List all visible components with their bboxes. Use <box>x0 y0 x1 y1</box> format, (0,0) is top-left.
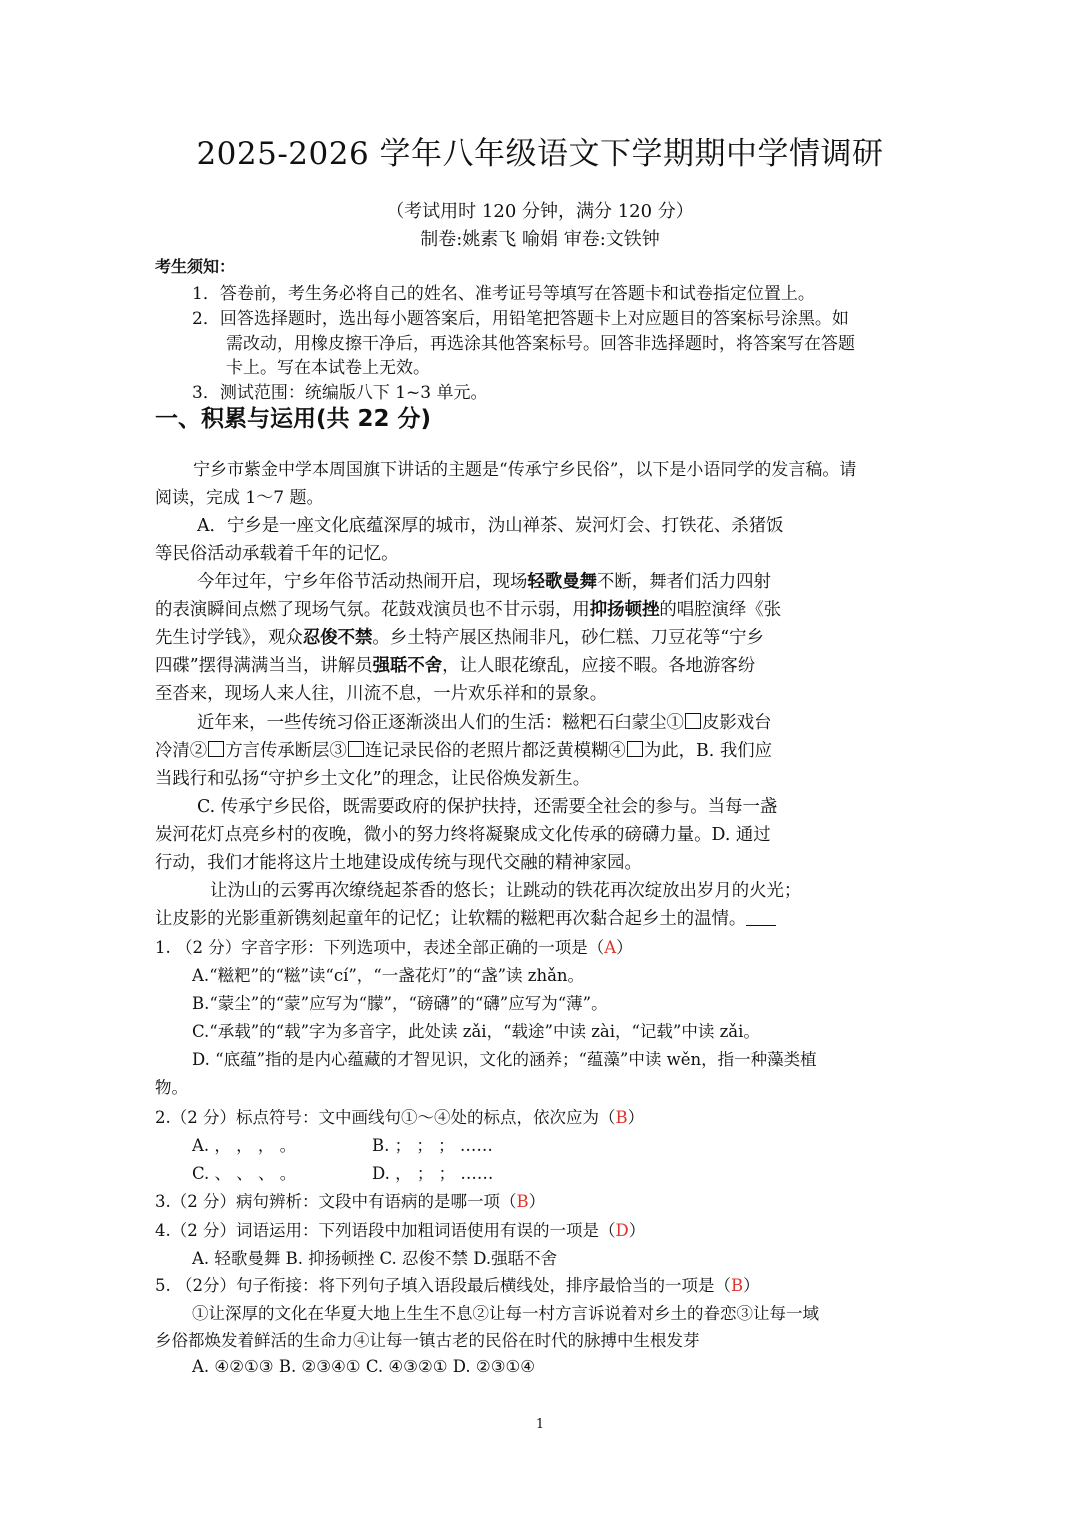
option-a: A.“糍粑”的“糍”读“cí”，“一盏花灯”的“盏”读 zhǎn。 <box>192 966 585 985</box>
question-5-sentences: ①让深厚的文化在华夏大地上生生不息②让每一村方言诉说着对乡土的眷恋③让每一域 <box>192 1304 819 1323</box>
question-5-sentences: 乡俗都焕发着鲜活的生命力④让每一镇古老的民俗在时代的脉搏中生根发芽 <box>155 1331 700 1350</box>
option-b: B. ； ； ； …… <box>372 1136 493 1155</box>
exam-info: （考试用时 120 分钟，满分 120 分） <box>386 201 694 222</box>
answer-mark: B <box>731 1276 744 1295</box>
passage-line: 等民俗活动承载着千年的记忆。 <box>155 544 399 564</box>
passage-line: 至沓来，现场人来人往，川流不息，一片欢乐祥和的景象。 <box>155 684 608 704</box>
question-1: 1. （2 分）字音字形：下列选项中，表述全部正确的一项是（A） <box>155 938 633 957</box>
passage-intro: 阅读，完成 1～7 题。 <box>155 488 324 508</box>
question-5: 5. （2分）句子衔接：将下列句子填入语段最后横线处，排序最恰当的一项是（B） <box>155 1276 760 1295</box>
answer-mark: A <box>604 938 617 957</box>
passage-line: 炭河花灯点亮乡村的夜晚，微小的努力终将凝聚成文化传承的磅礴力量。D. 通过 <box>155 825 771 845</box>
passage-line: 先生讨学钱》，观众忍俊不禁。乡土特产展区热闹非凡，砂仁糕、刀豆花等“宁乡 <box>155 628 764 648</box>
notice-item-2-cont: 需改动，用橡皮擦干净后，再选涂其他答案标号。回答非选择题时，将答案写在答题 <box>226 334 855 354</box>
punctuation-blank <box>348 741 364 757</box>
option-c: C. 、 、 、 。 <box>192 1164 297 1183</box>
passage-line: 行动，我们才能将这片土地建设成传统与现代交融的精神家园。 <box>155 853 642 873</box>
option-c: C.“承载”的“载”字为多音字，此处读 zǎi，“载途”中读 zài，“记载”中读 zǎi。 <box>192 1022 760 1041</box>
option-d: D. “底蕴”指的是内心蕴藏的才智见识，文化的涵养；“蕴藻”中读 wěn，指一种藻类植 <box>192 1050 817 1069</box>
question-5-options: A. ④②①③ B. ②③④① C. ④③②① D. ②③①④ <box>192 1357 536 1376</box>
passage-line: 让皮影的光影重新镌刻起童年的记忆；让软糯的糍粑再次黏合起乡土的温情。 <box>155 904 776 929</box>
exam-title: 2025-2026 学年八年级语文下学期期中学情调研 <box>196 136 884 172</box>
option-b: B.“蒙尘”的“蒙”应写为“朦”，“磅礴”的“礴”应写为“薄”。 <box>192 994 608 1013</box>
question-3: 3.（2 分）病句辨析：文段中有语病的是哪一项（B） <box>155 1192 546 1211</box>
option-d-cont: 物。 <box>155 1078 188 1097</box>
bold-term: 忍俊不禁 <box>302 628 373 648</box>
question-2: 2.（2 分）标点符号：文中画线句①～④处的标点，依次应为（B） <box>155 1108 645 1127</box>
notice-item-2-cont: 卡上。写在本试卷上无效。 <box>226 358 430 378</box>
punctuation-blank <box>685 713 701 729</box>
page-number: 1 <box>535 1417 545 1432</box>
passage-line: 今年过年，宁乡年俗节活动热闹开启，现场轻歌曼舞不断，舞者们活力四射 <box>197 572 771 592</box>
notice-item-1: 1．答卷前，考生务必将自己的姓名、准考证号等填写在答题卡和试卷指定位置上。 <box>192 284 815 304</box>
punctuation-blank <box>208 741 224 757</box>
passage-line: 让沩山的云雾再次缭绕起茶香的悠长；让跳动的铁花再次绽放出岁月的火光； <box>210 881 802 901</box>
notice-item-2: 2．回答选择题时，选出每小题答案后，用铅笔把答题卡上对应题目的答案标号涂黑。如 <box>192 309 849 329</box>
notice-heading: 考生须知： <box>155 257 236 276</box>
question-4-options: A. 轻歌曼舞 B. 抑扬顿挫 C. 忍俊不禁 D.强聒不舍 <box>192 1249 558 1268</box>
passage-line: 近年来，一些传统习俗正逐渐淡出人们的生活：糍粑石臼蒙尘① 皮影戏台 <box>197 713 772 733</box>
passage-line: C. 传承宁乡民俗，既需要政府的保护扶持，还需要全社会的参与。当每一盏 <box>197 797 778 817</box>
option-a: A. ， ， ， 。 <box>192 1136 297 1155</box>
answer-mark: B <box>516 1192 529 1211</box>
notice-item-3: 3．测试范围：统编版八下 1~3 单元。 <box>192 383 488 403</box>
passage-line: 的表演瞬间点燃了现场气氛。花鼓戏演员也不甘示弱，用抑扬顿挫的唱腔演绎《张 <box>155 600 782 620</box>
answer-blank-line <box>746 909 776 926</box>
question-4: 4.（2 分）词语运用：下列语段中加粗词语使用有误的一项是（D） <box>155 1221 646 1240</box>
punctuation-blank <box>627 741 643 757</box>
passage-line: 当践行和弘扬“守护乡土文化”的理念，让民俗焕发新生。 <box>155 769 591 789</box>
bold-term: 抑扬顿挫 <box>589 600 660 620</box>
passage-line: 冷清② 方言传承断层③ 连记录民俗的老照片都泛黄模糊④ 为此，B. 我们应 <box>155 741 772 761</box>
exam-authors: 制卷:姚素飞 喻娟 审卷:文铁钟 <box>420 229 660 250</box>
bold-term: 轻歌曼舞 <box>527 572 598 592</box>
passage-line: A．宁乡是一座文化底蕴深厚的城市，沩山禅茶、炭河灯会、打铁花、杀猪饭 <box>197 516 784 536</box>
option-d: D. ， ； ； …… <box>372 1164 494 1183</box>
bold-term: 强聒不舍 <box>372 656 443 676</box>
passage-intro: 宁乡市紫金中学本周国旗下讲话的主题是“传承宁乡民俗”，以下是小语同学的发言稿。请 <box>193 460 857 480</box>
answer-mark: D <box>615 1221 629 1240</box>
section-heading: 一、积累与运用(共 22 分) <box>155 406 432 432</box>
passage-line: 四碟”摆得满满当当，讲解员强聒不舍，让人眼花缭乱，应接不暇。各地游客纷 <box>155 656 756 676</box>
answer-mark: B <box>615 1108 628 1127</box>
